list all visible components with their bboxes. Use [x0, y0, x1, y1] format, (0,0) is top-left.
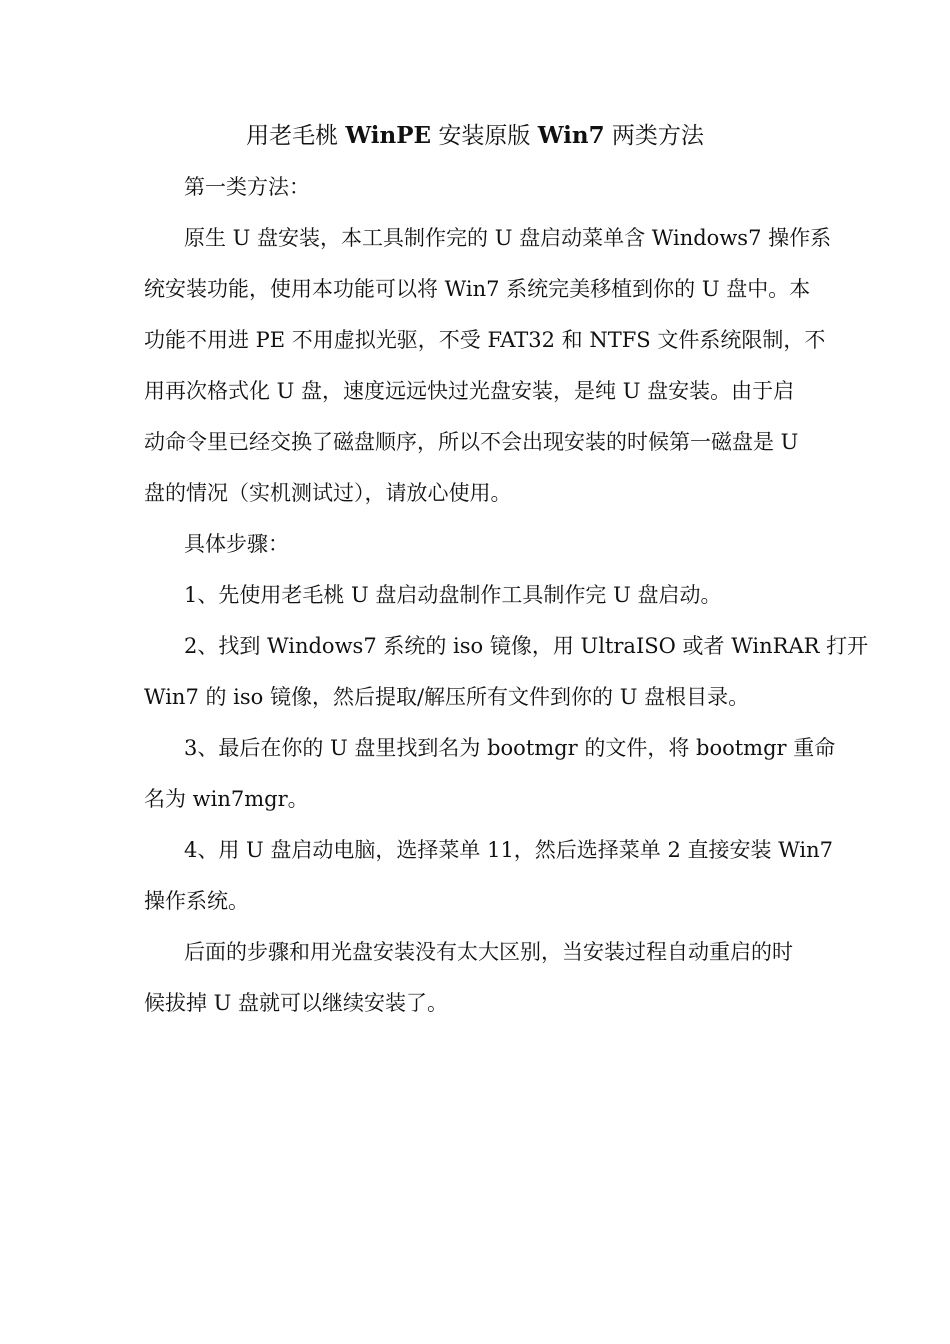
title-part-1: 用老毛桃 — [246, 123, 346, 149]
closing-line: 候拔掉 U 盘就可以继续安装了。 — [144, 991, 449, 1015]
intro-line: 动命令里已经交换了磁盘顺序，所以不会出现安装的时候第一磁盘是 U — [144, 430, 799, 454]
step-line: 3、最后在你的 U 盘里找到名为 bootmgr 的文件，将 bootmgr 重命 — [184, 736, 836, 760]
steps-heading — [144, 519, 810, 570]
intro-line: 统安装功能，使用本功能可以将 Win7 系统完美移植到你的 U 盘中。本 — [144, 277, 811, 301]
step-line: 1、先使用老毛桃 U 盘启动盘制作工具制作完 U 盘启动。 — [184, 583, 722, 607]
closing-line: 后面的步骤和用光盘安装没有太大区别，当安装过程自动重启的时 — [184, 940, 793, 964]
title-part-5: 两类方法 — [604, 123, 704, 149]
method-heading-text: 第一类方法： — [184, 175, 310, 199]
intro-paragraph — [144, 213, 832, 519]
intro-line: 用再次格式化 U 盘，速度远远快过光盘安装，是纯 U 盘安装。由于启 — [144, 379, 795, 403]
step-2 — [144, 621, 869, 723]
closing-paragraph — [144, 927, 810, 1029]
intro-line: 功能不用进 PE 不用虚拟光驱，不受 FAT32 和 NTFS 文件系统限制，不 — [144, 328, 826, 352]
intro-line: 原生 U 盘安装，本工具制作完的 U 盘启动菜单含 Windows7 操作系 — [184, 226, 832, 250]
step-line: 4、用 U 盘启动电脑，选择菜单 11，然后选择菜单 2 直接安装 Win7 — [184, 838, 834, 862]
step-4 — [144, 825, 834, 927]
intro-line: 盘的情况（实机测试过），请放心使用。 — [144, 481, 512, 505]
document-body — [144, 162, 869, 1029]
step-3 — [144, 723, 836, 825]
step-line: 名为 win7mgr。 — [144, 787, 309, 811]
steps-heading-text: 具体步骤： — [184, 532, 289, 556]
title-part-4: Win7 — [537, 122, 605, 149]
step-line: Win7 的 iso 镜像，然后提取/解压所有文件到你的 U 盘根目录。 — [144, 685, 750, 709]
title-part-3: 安装原版 — [431, 123, 538, 149]
title-part-2: WinPE — [345, 122, 432, 149]
step-1 — [144, 570, 810, 621]
step-line: 操作系统。 — [144, 889, 249, 913]
method-heading — [144, 162, 810, 213]
step-line: 2、找到 Windows7 系统的 iso 镜像，用 UltraISO 或者 WinRAR 打开 — [184, 634, 869, 658]
document-title — [140, 116, 810, 156]
